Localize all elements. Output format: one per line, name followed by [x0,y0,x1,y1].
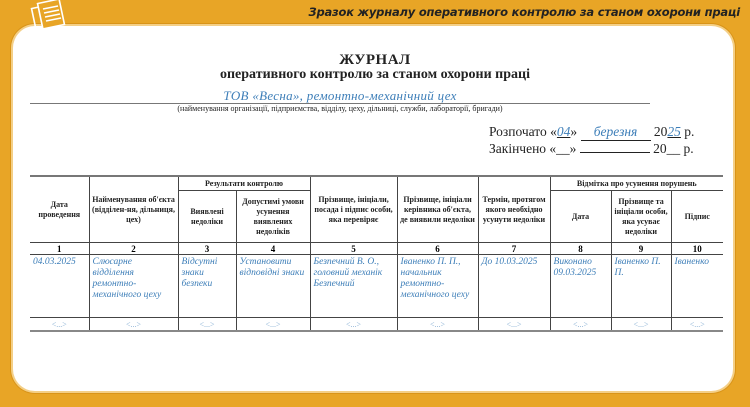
finished-day: __ [556,141,570,156]
header-fix-date: Дата [550,191,611,243]
header-group-fix: Відмітка про усунення порушень [550,176,723,191]
header-inspector: Прізвище, ініціали, посада і підпис особи, яка перевіряє [310,176,397,243]
started-year: 25 [667,124,681,139]
cell-defects: Відсутні знаки безпеки [178,255,236,318]
cell-conditions: Установити відповідні знаки [236,255,310,318]
started-line: Розпочато «04» березня 2025 р. [489,124,695,139]
cell-fix-date: Виконано 09.03.2025 [550,255,611,318]
header-manager: Прізвище, ініціали керівника об'єкта, де виявили недоліки [397,176,478,243]
started-day: 04 [556,124,571,139]
organization-caption: (найменування організації, підприємства, відділу, цеху, дільниці, служби, лабораторії, бригади) [177,104,503,113]
journal-dates [489,124,694,157]
journal-title: ЖУРНАЛ [339,52,411,68]
header-defects: Виявлені недоліки [178,191,236,243]
table-row [30,255,723,318]
table-row-ellipsis: <...> <...> <...> <...> <...> <...> <...> <...> <...> <...> [30,318,723,332]
journal-subtitle: оперативного контролю за станом охорони праці [219,67,530,82]
header-group-results: Результати контролю [178,176,310,191]
finished-line: Закінчено «__» 20__ р. [489,141,694,156]
cell-deadline: До 10.03.2025 [478,255,550,318]
banner-title: Зразок журналу оперативного контролю за станом охорони праці [308,5,740,19]
document-icon [30,0,70,38]
cell-manager: Іваненко П. П., начальник ремонтно-механічного цеху [397,255,478,318]
finished-year: __ [666,141,681,156]
header-date: Дата проведення [30,176,89,243]
cell-date: 04.03.2025 [30,255,89,318]
journal-table [30,175,723,332]
organization-name: ТОВ «Весна», ремонтно-механічний цех [223,88,457,103]
header-deadline: Термін, протягом якого необхідно усунути недоліки [478,176,550,243]
started-month: березня [593,124,638,139]
cell-fixer: Іваненко П. П. [611,255,671,318]
header-signature: Підпис [671,191,723,243]
cell-inspector: Безпечний В. О., головний механік Безпечний [310,255,397,318]
header-conditions: Допустимі умови усунення виявлених недоліків [236,191,310,243]
header-fixer: Прізвище та ініціали особи, яка усуває недоліки [611,191,671,243]
finished-month [580,152,650,153]
cell-signature: Іваненко [671,255,723,318]
cell-object: Слюсарне відділення ремонтно-механічного цеху [89,255,178,318]
column-numbers-row: 1 2 3 4 5 6 7 8 9 10 [30,243,723,255]
header-object: Найменування об'єкта (відділен-ня, дільниця, цех) [89,176,178,243]
